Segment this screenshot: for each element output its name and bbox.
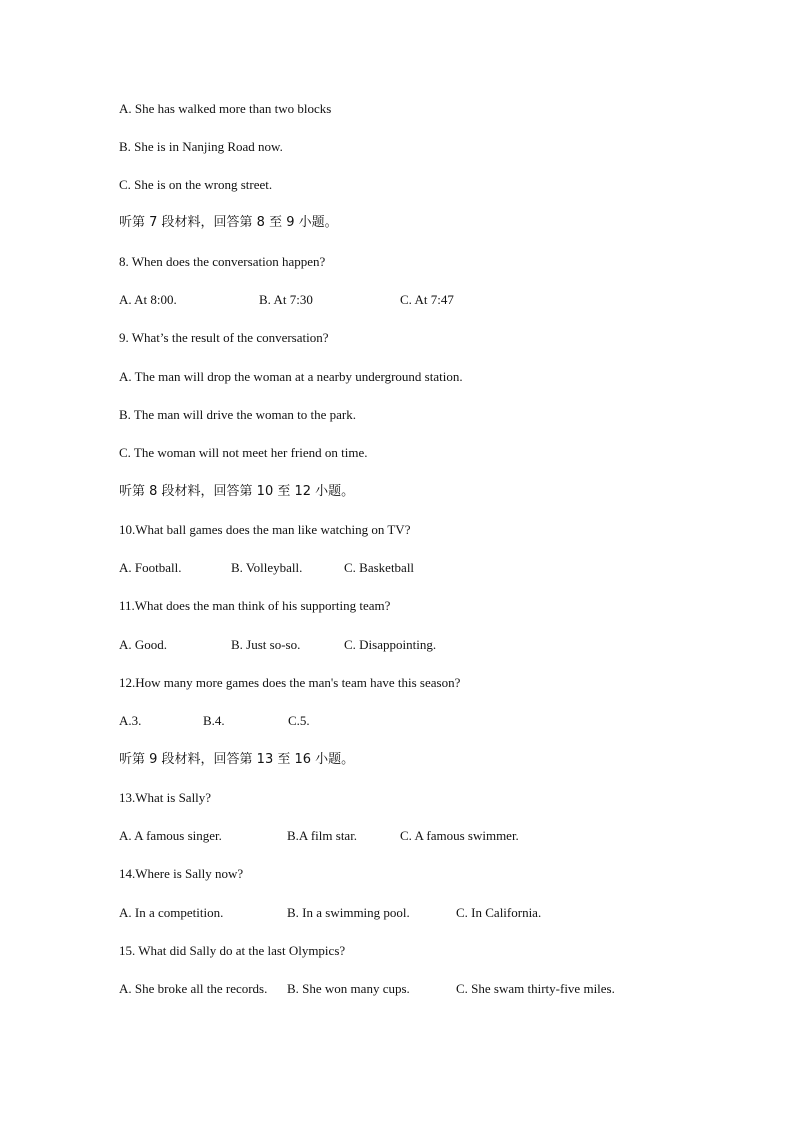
q14-option-a: A. In a competition. [119, 905, 224, 920]
q9-option-a: A. The man will drop the woman at a nearby underground station. [119, 369, 463, 384]
q15-option-a: A. She broke all the records. [119, 981, 268, 996]
q13-option-c: C. A famous swimmer. [400, 828, 519, 843]
q7-option-b: B. She is in Nanjing Road now. [119, 139, 283, 154]
question-13: 13.What is Sally? [119, 790, 212, 805]
q14-option-c: C. In California. [456, 905, 542, 920]
q9-option-c: C. The woman will not meet her friend on time. [119, 445, 368, 460]
question-14: 14.Where is Sally now? [119, 866, 244, 881]
q11-option-b: B. Just so-so. [231, 637, 301, 652]
question-10: 10.What ball games does the man like watching on TV? [119, 522, 411, 537]
q14-option-b: B. In a swimming pool. [287, 905, 410, 920]
question-8: 8. When does the conversation happen? [119, 254, 326, 269]
q15-option-c: C. She swam thirty-five miles. [456, 981, 615, 996]
question-11: 11.What does the man think of his supporting team? [119, 598, 391, 613]
section-8-instruction: 听第 8 段材料，回答第 10 至 12 小题。 [119, 484, 355, 499]
q7-option-a: A. She has walked more than two blocks [119, 101, 332, 116]
section-7-instruction: 听第 7 段材料，回答第 8 至 9 小题。 [119, 215, 338, 230]
q7-option-c: C. She is on the wrong street. [119, 177, 273, 192]
q13-option-a: A. A famous singer. [119, 828, 222, 843]
q8-option-b: B. At 7:30 [259, 292, 313, 307]
q8-option-a: A. At 8:00. [119, 292, 177, 307]
q10-option-a: A. Football. [119, 560, 182, 575]
q12-option-c: C.5. [288, 713, 310, 728]
q10-option-b: B. Volleyball. [231, 560, 303, 575]
q10-option-c: C. Basketball [344, 560, 415, 575]
q11-option-a: A. Good. [119, 637, 168, 652]
section-9-instruction: 听第 9 段材料，回答第 13 至 16 小题。 [119, 752, 355, 767]
q9-option-b: B. The man will drive the woman to the park. [119, 407, 356, 422]
question-9: 9. What’s the result of the conversation? [119, 330, 329, 345]
question-15: 15. What did Sally do at the last Olympics? [119, 943, 346, 958]
q12-option-b: B.4. [203, 713, 225, 728]
q13-option-b: B.A film star. [287, 828, 358, 843]
q8-option-c: C. At 7:47 [400, 292, 454, 307]
q12-option-a: A.3. [119, 713, 142, 728]
q11-option-c: C. Disappointing. [344, 637, 437, 652]
q15-option-b: B. She won many cups. [287, 981, 410, 996]
question-12: 12.How many more games does the man's team have this season? [119, 675, 461, 690]
